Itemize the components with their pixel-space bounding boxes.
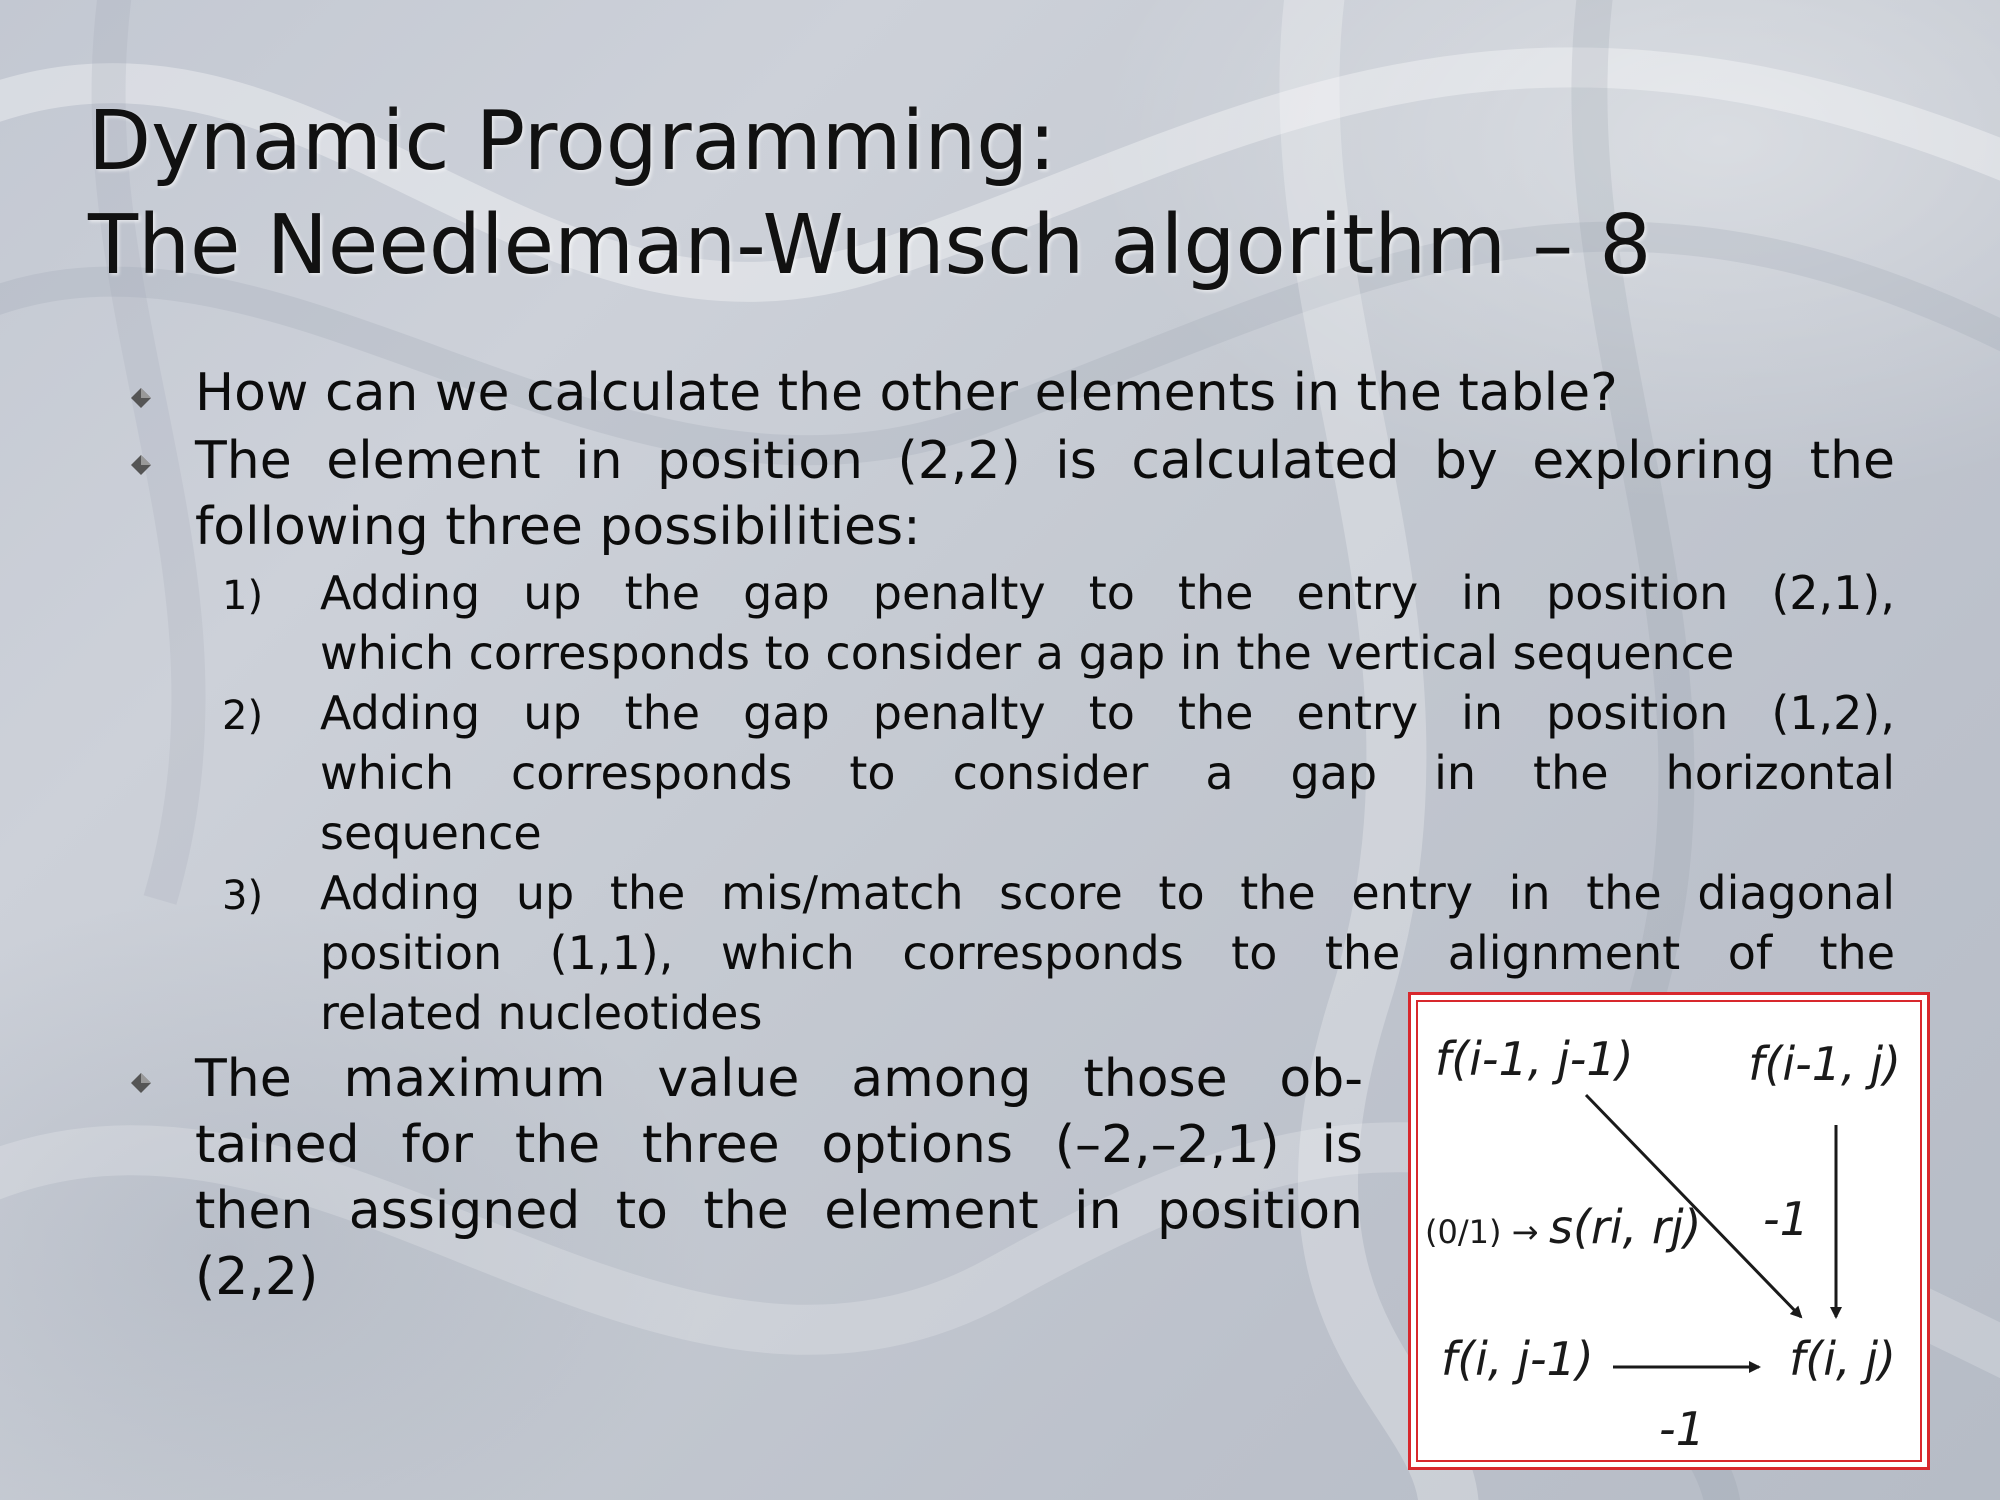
diagonal-label: s(ri, rj) <box>1549 1200 1702 1254</box>
sub-item-line: position (1,1), which corresponds to the alignment of the <box>320 926 1895 980</box>
bullet-item <box>195 360 1895 426</box>
sub-item-line: Adding up the gap penalty to the entry in position (1,2), <box>320 686 1895 740</box>
bullet-diamond-icon <box>128 452 154 478</box>
sub-item <box>320 683 1895 863</box>
bullet-line: (2,2) <box>195 1247 319 1307</box>
bullet-diamond-icon <box>128 1070 154 1096</box>
bullet-line: then assigned to the element in position <box>195 1181 1363 1241</box>
sub-item-number: 2) <box>222 693 264 739</box>
node-top-left: f(i-1, j-1) <box>1435 1032 1634 1086</box>
bullet-diamond-icon <box>128 385 154 411</box>
sub-item <box>320 563 1895 683</box>
bullet-line: following three possibilities: <box>195 497 921 557</box>
sub-item-number: 3) <box>222 873 264 919</box>
bullet-line: tained for the three options (–2,–2,1) is <box>195 1115 1363 1175</box>
diagonal-prefix: (0/1) → <box>1425 1213 1539 1251</box>
sub-item-number: 1) <box>222 573 264 619</box>
bullet-item <box>195 1046 1363 1310</box>
node-bottom-right: f(i, j) <box>1789 1332 1896 1386</box>
sub-item-line: related nucleotides <box>320 986 763 1040</box>
recurrence-diagram <box>1408 992 1930 1470</box>
bullet-line: The maximum value among those ob- <box>195 1049 1363 1109</box>
bullet-line: The element in position (2,2) is calculated by exploring the <box>195 431 1895 491</box>
title-line-1: Dynamic Programming: <box>88 94 1056 189</box>
node-top-right: f(i-1, j) <box>1748 1037 1901 1091</box>
sub-item-line: which corresponds to consider a gap in the horizontal <box>320 746 1895 800</box>
sub-item-line: which corresponds to consider a gap in the vertical sequence <box>320 626 1735 680</box>
vertical-label: -1 <box>1763 1192 1809 1246</box>
bullet-item <box>195 428 1895 560</box>
node-bottom-left: f(i, j-1) <box>1441 1332 1594 1386</box>
sub-item-line: Adding up the mis/match score to the entry in the diagonal <box>320 866 1895 920</box>
horizontal-label: -1 <box>1659 1402 1705 1456</box>
recurrence-diagram-svg <box>1411 995 1927 1467</box>
title-line-2: The Needleman-Wunsch algorithm – 8 <box>88 198 1652 293</box>
sub-item-line: Adding up the gap penalty to the entry in position (2,1), <box>320 566 1895 620</box>
bullet-line: How can we calculate the other elements in the table? <box>195 363 1618 423</box>
sub-item-line: sequence <box>320 806 542 860</box>
